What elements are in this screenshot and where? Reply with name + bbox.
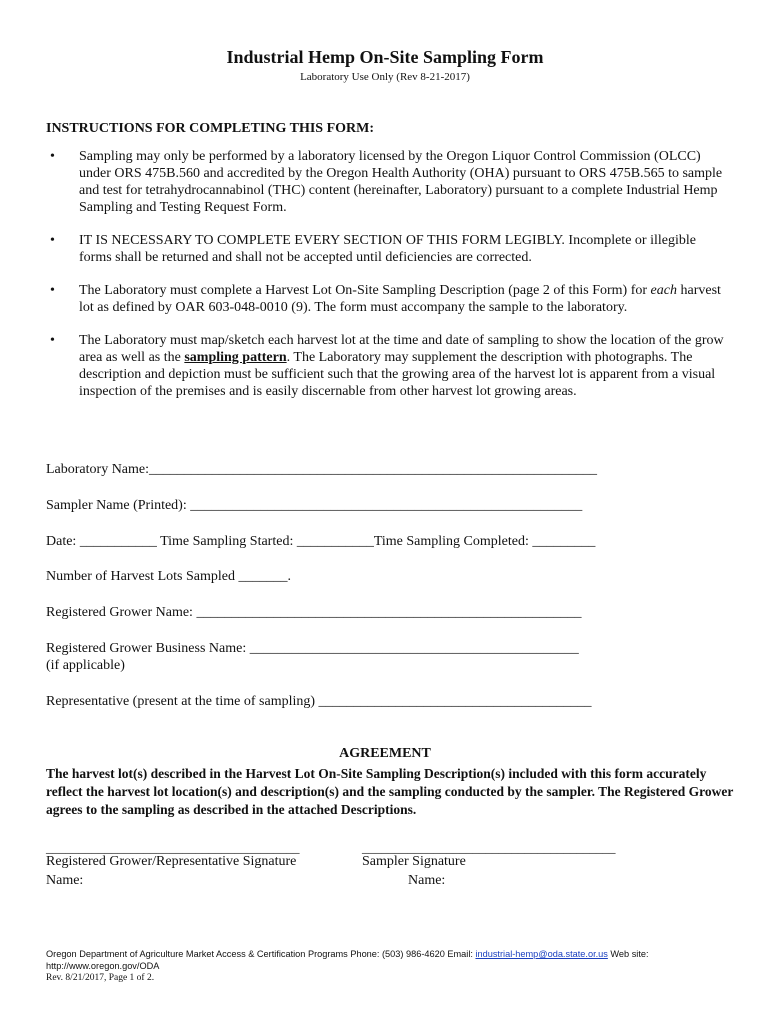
instruction-text-part: The Laboratory must complete a Harvest Lot On-Site Sampling Description (page 2 of this Form) for — [79, 283, 651, 298]
footer-website-label: Web site: — [607, 949, 649, 959]
revision-note: Rev. 8/21/2017, Page 1 of 2. — [46, 973, 155, 983]
if-applicable-note: (if applicable) — [46, 658, 125, 673]
form-title: Industrial Hemp On-Site Sampling Form — [226, 47, 544, 67]
instructions-list — [50, 148, 728, 416]
instruction-item — [50, 148, 728, 216]
grower-name-label: Name: — [46, 873, 84, 888]
representative-field[interactable]: Representative (present at the time of sampling) _______________________________________ — [46, 694, 592, 709]
grower-signature-label: Registered Grower/Representative Signature — [46, 854, 297, 869]
footer-website[interactable]: http://www.oregon.gov/ODA — [46, 961, 160, 971]
instruction-text — [79, 282, 728, 316]
sampler-signature-label: Sampler Signature — [362, 854, 466, 869]
laboratory-name-field[interactable]: Laboratory Name:________________________________________________________________ — [46, 462, 598, 477]
instruction-text: Sampling may only be performed by a laboratory licensed by the Oregon Liquor Control Commission (OLCC) under ORS 475B.560 and accredited by the Oregon Health Authority (OHA) pursuant to ORS 475B.565 to sample and test for tetrahydrocannabinol (THC) content (hereinafter, Laboratory) pursuant to a complete Industrial Hemp Sampling and Testing Request Form. — [79, 149, 723, 215]
instruction-text-part: harvest lot as defined by OAR 603-048-0010 (9). The form must accompany the sample to the laboratory. — [79, 283, 721, 315]
bullet-icon: • — [50, 233, 55, 248]
instruction-item — [50, 282, 728, 316]
instruction-text: IT IS NECESSARY TO COMPLETE EVERY SECTION OF THIS FORM LEGIBLY. Incomplete or illegible forms shall be returned and shall not be accepted until deficiencies are corrected. — [79, 233, 696, 265]
instruction-item — [50, 332, 728, 400]
instruction-text — [79, 332, 728, 400]
footer-email-link[interactable]: industrial-hemp@oda.state.or.us — [475, 949, 608, 959]
agreement-heading: AGREEMENT — [339, 746, 431, 761]
harvest-lots-count-field[interactable]: Number of Harvest Lots Sampled _______. — [46, 569, 291, 584]
bullet-icon: • — [50, 149, 55, 164]
bullet-icon: • — [50, 333, 55, 348]
sampler-name-label: Name: — [408, 873, 446, 888]
grower-signature-line[interactable]: _______________________________________ — [46, 840, 300, 855]
footer-contact — [46, 948, 736, 972]
sampler-name-field[interactable]: Sampler Name (Printed): ________________________________________________________ — [46, 498, 583, 513]
instruction-text-part: The Laboratory must map/sketch each harvest lot at the time and date of sampling to show the location of the grow area as well as the — [79, 333, 724, 365]
instruction-strong: sampling pattern — [184, 350, 287, 365]
date-time-fields[interactable]: Date: ___________ Time Sampling Started: ___________Time Sampling Completed: _________ — [46, 534, 596, 549]
instructions-heading: INSTRUCTIONS FOR COMPLETING THIS FORM: — [46, 121, 375, 136]
instruction-text-part: . The Laboratory may supplement the description with photographs. The description and depiction must be sufficient such that the growing area of the harvest lot is apparent from a visual inspection of the premises and is easily discernable from other harvest lot growing areas. — [79, 350, 716, 399]
sampler-signature-line[interactable]: _______________________________________ — [362, 840, 616, 855]
agreement-text: The harvest lot(s) described in the Harvest Lot On-Site Sampling Description(s) included with this form accurately reflect the harvest lot location(s) and description(s) and the sampling conducted by the sampler. The Registered Grower agrees to the sampling as described in the attached Descriptions. — [46, 766, 734, 817]
grower-name-field[interactable]: Registered Grower Name: _______________________________________________________ — [46, 605, 582, 620]
footer-text: Oregon Department of Agriculture Market Access & Certification Programs Phone: (503) 986-4620 Email: — [46, 949, 476, 959]
grower-business-name-field[interactable]: Registered Grower Business Name: _______________________________________________ — [46, 641, 579, 656]
bullet-icon: • — [50, 283, 55, 298]
instruction-emphasis: each — [650, 283, 677, 298]
form-subtitle: Laboratory Use Only (Rev 8-21-2017) — [300, 71, 470, 83]
instruction-item — [50, 232, 728, 266]
